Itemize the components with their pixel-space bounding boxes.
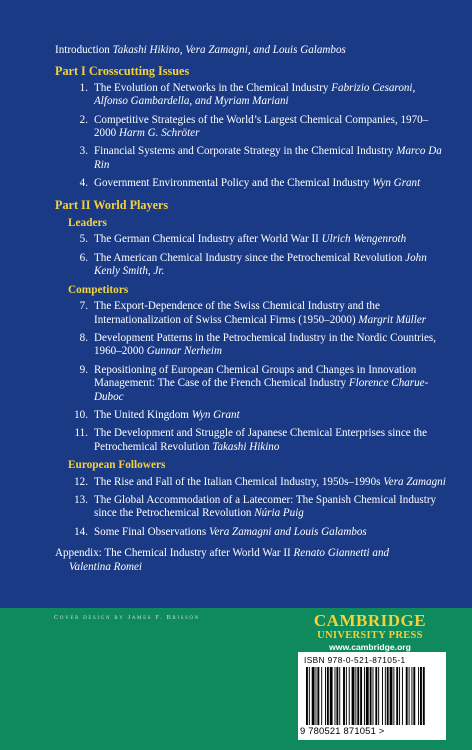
chapter-title: Some Final Observations [94,525,207,538]
toc-entry [55,476,450,489]
chapter-author: Margrit Müller [358,313,427,326]
publisher-subtitle: UNIVERSITY PRESS [317,630,423,641]
toc-entry [55,114,450,141]
toc-entry [55,427,450,454]
toc-entry [55,177,450,190]
chapter-author: Takashi Hikino [212,440,280,453]
chapter-title: The Rise and Fall of the Italian Chemical Industry, 1950s–1990s [94,475,381,488]
chapter-title: The Global Accommodation of a Latecomer: The Spanish Chemical Industry since the Petrochemical Revolution [94,493,437,520]
chapter-author: Núria Puig [254,507,304,520]
toc-entry [55,300,450,327]
isbn-label: ISBN 978-0-521-87105-1 [304,655,406,665]
chapter-title: The United Kingdom [94,408,189,421]
publisher-logo [295,612,445,653]
barcode-icon [304,667,440,725]
chapter-title: Development Patterns in the Petrochemical Industry in the Nordic Countries, 1960–2000 [94,331,436,358]
chapter-title: The American Chemical Industry since the Petrochemical Revolution [94,251,403,264]
chapter-number: 1. [79,81,88,94]
chapter-author: Florence Charue-Duboc [94,377,429,403]
chapter-number: 11. [74,427,88,440]
chapter-number: 13. [74,493,88,506]
chapter-number: 3. [79,145,88,158]
chapter-author: Harm G. Schröter [118,127,200,140]
chapter-author: Marco Da Rin [94,145,442,171]
toc-entry [55,82,450,109]
chapter-number: 4. [79,177,88,190]
chapter-number: 5. [79,233,88,246]
chapter-number: 12. [74,475,88,488]
appendix-entry [55,547,450,574]
toc-entry [55,409,450,422]
chapter-number: 9. [79,363,88,376]
chapter-number: 6. [79,251,88,264]
chapter-author: Wyn Grant [372,177,421,190]
publisher-name: CAMBRIDGE [313,611,427,630]
appendix-author: Renato Giannetti and [293,547,390,560]
chapter-number: 8. [79,331,88,344]
toc-entry [55,526,450,539]
intro-authors: Takashi Hikino, Vera Zamagni, and Louis Galambos [112,44,346,56]
section-title: Leaders [68,217,107,230]
chapter-title: The Export-Dependence of the Swiss Chemical Industry and the Internationalization of Swiss Chemical Firms (1950–2000) [94,300,380,326]
intro-line [55,44,450,57]
barcode-digits: 9 780521 871051 > [300,725,385,736]
chapter-author: John Kenly Smith, Jr. [94,251,427,278]
toc-entry [55,332,450,359]
chapter-title: The Development and Struggle of Japanese Chemical Enterprises since the Petrochemical Revolution [94,427,428,453]
section-title: Competitors [68,283,129,296]
toc-entry [55,364,450,404]
chapter-title: Government Environmental Policy and the Chemical Industry [94,177,370,190]
chapter-title: Repositioning of European Chemical Groups and Changes in Innovation Management: The Case of the French Chemical Industry [94,363,417,390]
appendix-title: Appendix: The Chemical Industry after World War II [55,547,291,560]
chapter-author: Fabrizio Cesaroni, Alfonso Gambardella, and Myriam Mariani [94,81,416,108]
part-title: Part II World Players [55,197,169,212]
chapter-author: Vera Zamagni and Louis Galambos [208,525,367,538]
barcode-panel [298,652,446,740]
section-title: European Followers [68,459,166,472]
chapter-author: Gunnar Nerheim [146,345,222,358]
toc-entry [55,145,450,172]
toc-entry [55,252,450,279]
toc-entry [55,233,450,246]
table-of-contents [55,44,450,574]
chapter-number: 7. [79,300,88,313]
chapter-number: 2. [79,113,88,126]
chapter-title: Competitive Strategies of the World’s Largest Chemical Companies, 1970–2000 [94,113,429,140]
toc-entry [55,494,450,521]
part-title: Part I Crosscutting Issues [55,64,190,79]
intro-label: Introduction [55,44,110,56]
chapter-number: 14. [74,525,88,538]
chapter-title: Financial Systems and Corporate Strategy in the Chemical Industry [94,145,394,158]
appendix-author-continued: Valentina Romei [69,560,143,573]
chapter-author: Vera Zamagni [383,475,446,488]
chapter-title: The German Chemical Industry after World War II [94,233,319,246]
chapter-author: Ulrich Wengenroth [321,233,407,246]
chapter-title: The Evolution of Networks in the Chemical Industry [94,81,329,94]
chapter-author: Wyn Grant [191,408,240,421]
chapter-number: 10. [74,408,88,421]
publisher-url: www.cambridge.org [329,642,411,652]
cover-design-credit: Cover design by James F. Brisson [54,614,200,621]
